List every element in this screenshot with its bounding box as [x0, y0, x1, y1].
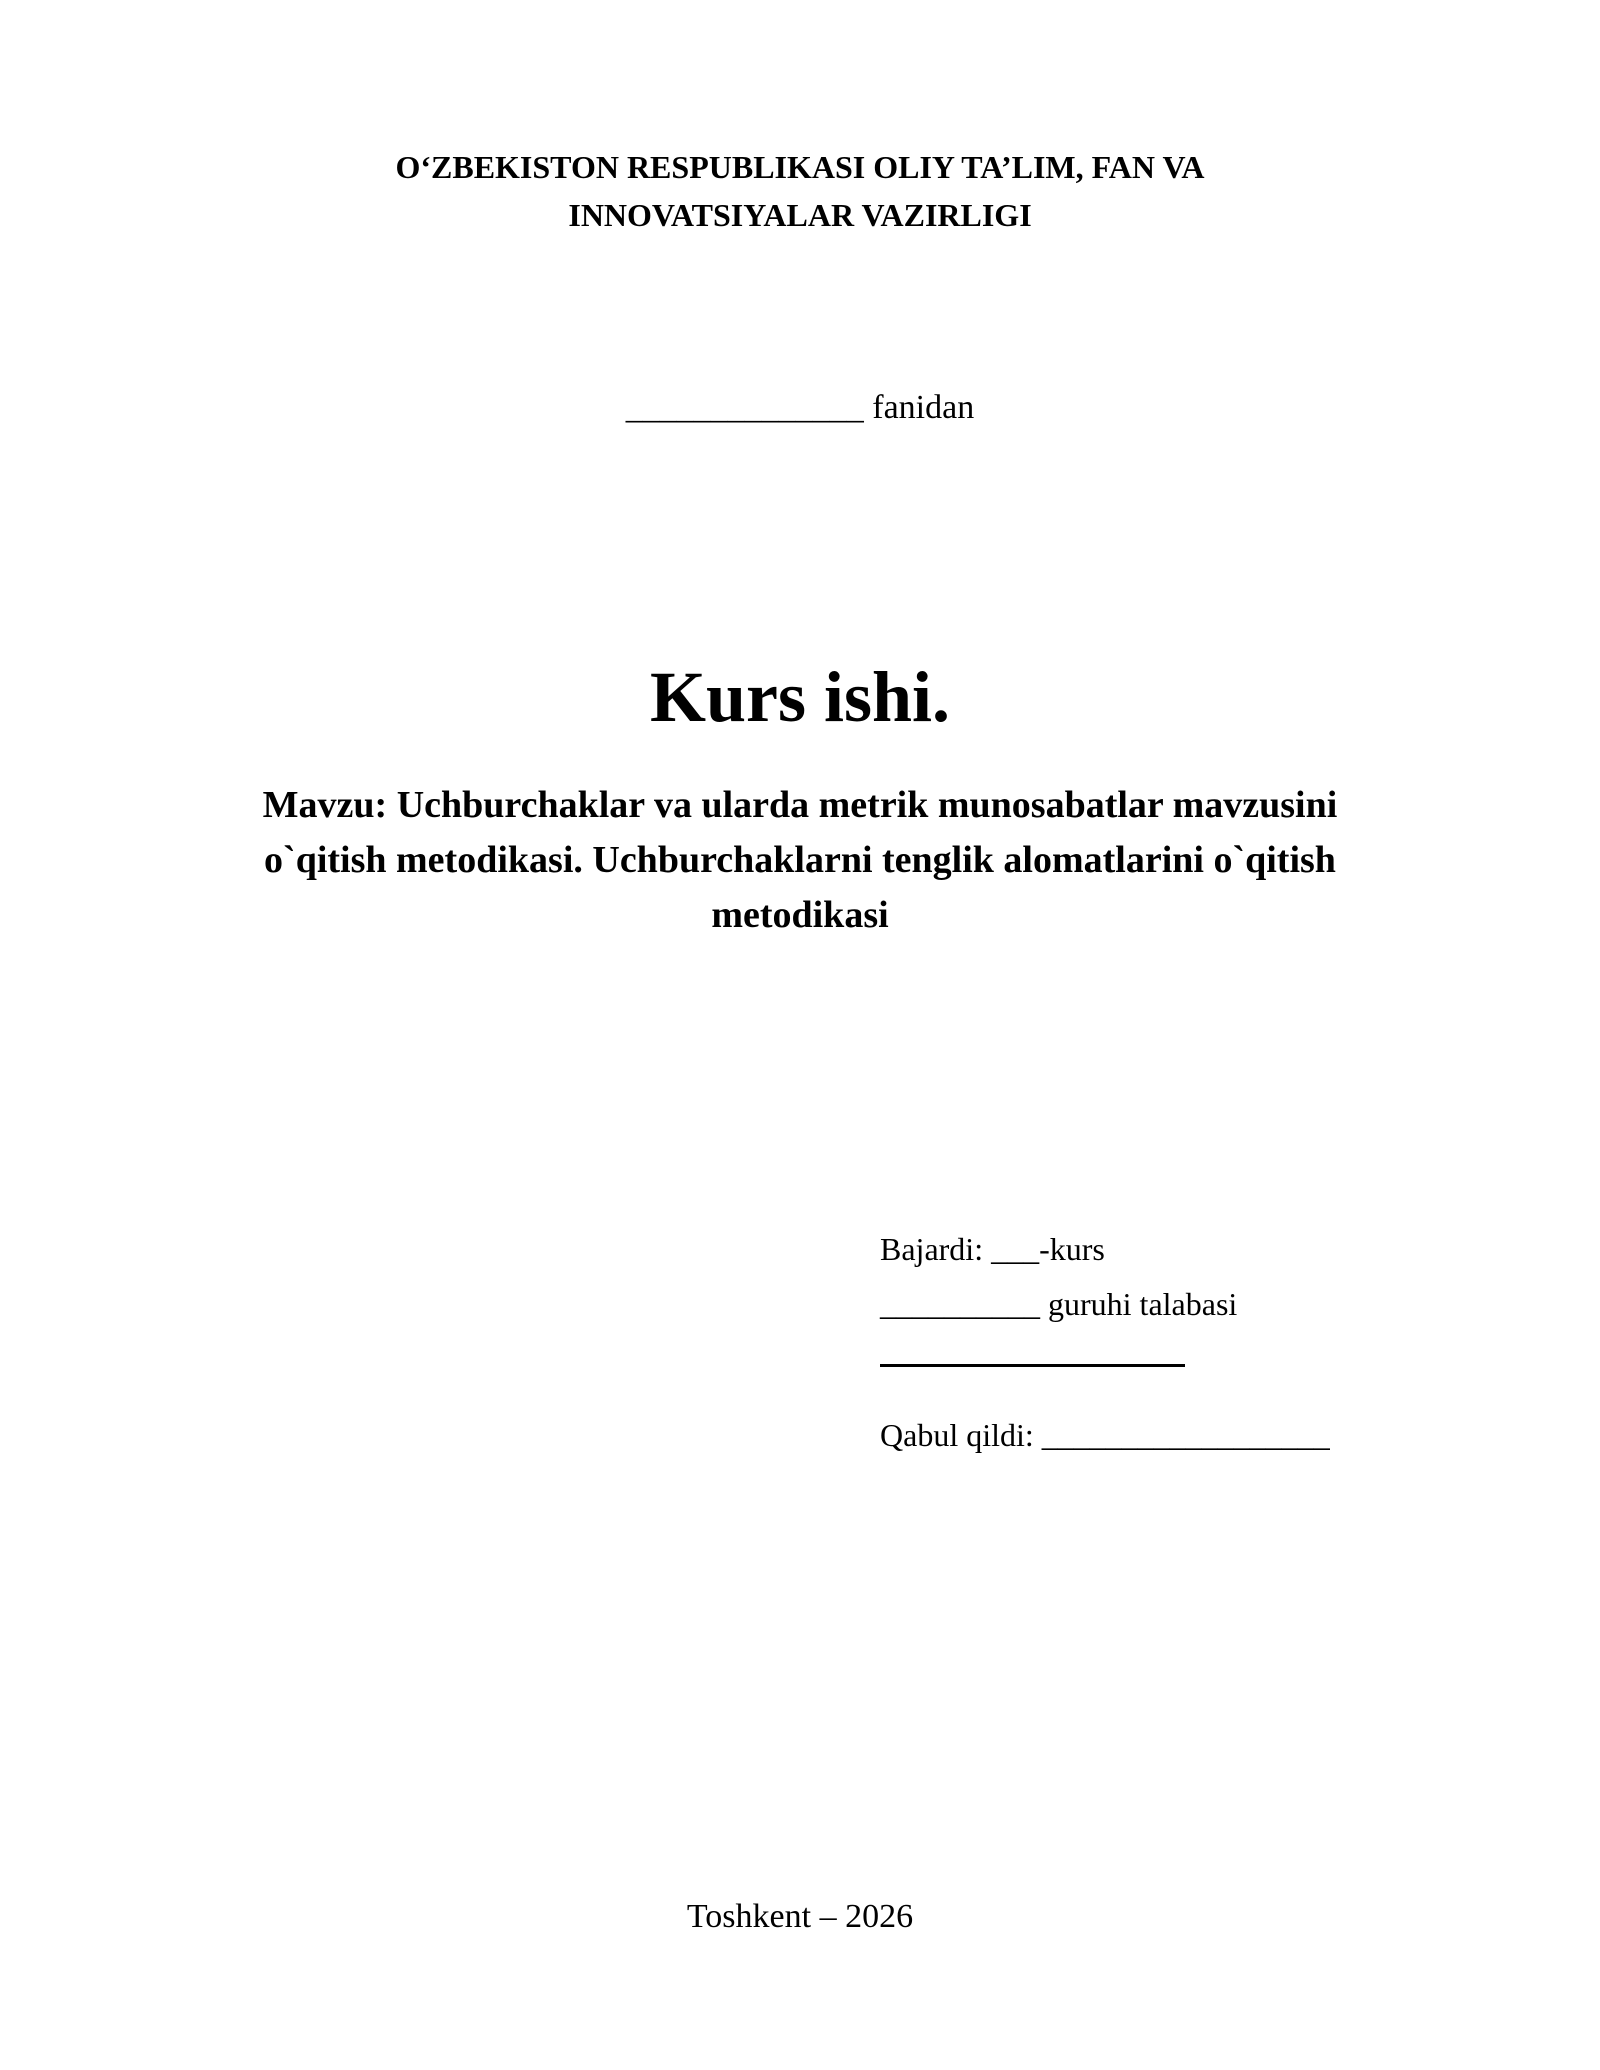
topic-block: [230, 778, 1370, 943]
topic-line1: Mavzu: Uchburchaklar va ularda metrik munosabatlar mavzusini: [262, 784, 1338, 826]
document-title: Kurs ishi.: [649, 657, 951, 737]
subject-line: ______________ fanidan: [625, 389, 975, 426]
topic-line3: metodikasi: [711, 894, 889, 936]
group-student-line: __________ guruhi talabasi: [880, 1286, 1238, 1322]
accepted-by-line: Qabul qildi: __________________: [880, 1417, 1330, 1453]
city-year: Toshkent – 2026: [686, 1898, 914, 1935]
ministry-heading: [200, 143, 1400, 239]
ministry-heading-line1: O‘ZBEKISTON RESPUBLIKASI OLIY TA’LIM, FAN VA: [395, 149, 1205, 185]
topic-line2: o`qitish metodikasi. Uchburchaklarni tenglik alomatlarini o`qitish: [264, 839, 1336, 881]
done-by-line: Bajardi: ___-kurs: [880, 1231, 1105, 1267]
student-name-underline: [880, 1364, 1185, 1367]
ministry-heading-line2: INNOVATSIYALAR VAZIRLIGI: [568, 197, 1032, 233]
